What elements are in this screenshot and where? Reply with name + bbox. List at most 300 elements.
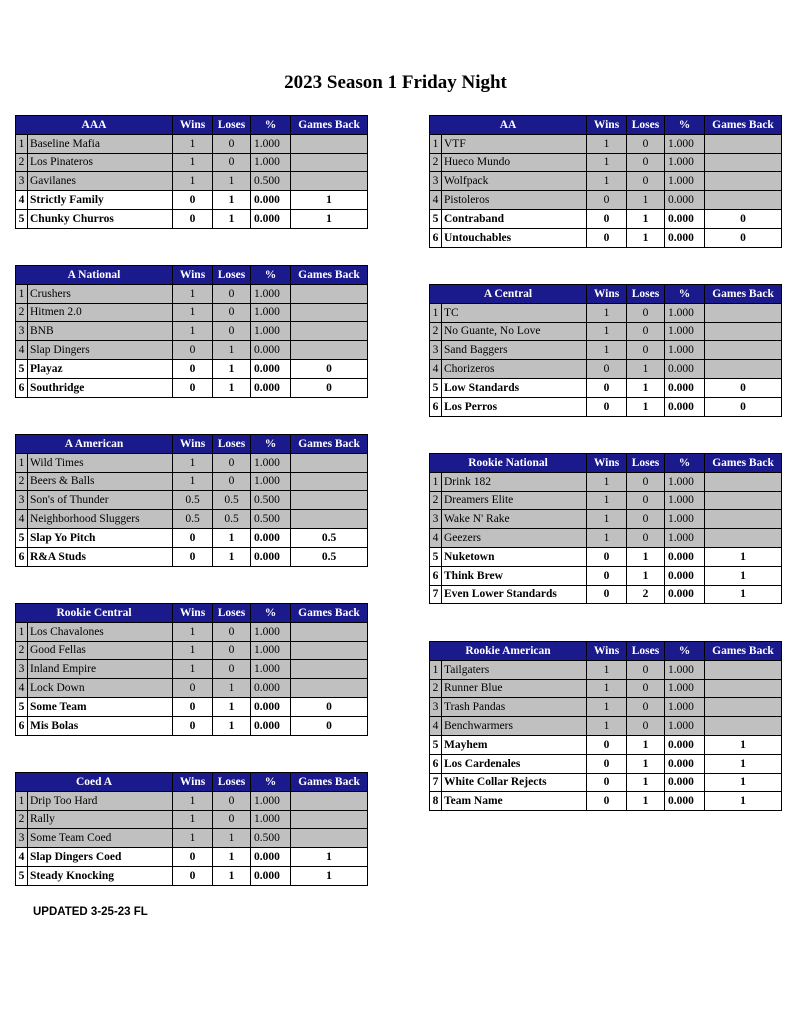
rank-cell: 3 bbox=[430, 341, 442, 360]
games-back-cell bbox=[291, 284, 368, 303]
table-row bbox=[16, 134, 368, 153]
loses-cell: 0 bbox=[627, 322, 665, 341]
wins-cell: 1 bbox=[173, 622, 213, 641]
team-name: Los Perros bbox=[442, 397, 587, 416]
team-name: Gavilanes bbox=[28, 172, 173, 191]
standings-table-aa bbox=[429, 115, 782, 248]
table-row bbox=[430, 134, 782, 153]
pct-header: % bbox=[665, 285, 705, 304]
rank-cell: 1 bbox=[430, 134, 442, 153]
pct-header: % bbox=[251, 604, 291, 623]
team-name: VTF bbox=[442, 134, 587, 153]
wins-cell: 1 bbox=[173, 660, 213, 679]
rank-cell: 4 bbox=[430, 360, 442, 379]
wins-cell: 0 bbox=[173, 716, 213, 735]
rank-cell: 5 bbox=[16, 697, 28, 716]
wins-header: Wins bbox=[173, 116, 213, 135]
team-name: Mis Bolas bbox=[28, 716, 173, 735]
wins-cell: 1 bbox=[173, 810, 213, 829]
games-back-cell bbox=[291, 134, 368, 153]
table-row bbox=[16, 547, 368, 566]
pct-cell: 0.000 bbox=[251, 547, 291, 566]
loses-cell: 0 bbox=[627, 491, 665, 510]
table-row bbox=[430, 303, 782, 322]
team-name: No Guante, No Love bbox=[442, 322, 587, 341]
games-back-cell: 1 bbox=[705, 773, 782, 792]
games-back-cell bbox=[291, 510, 368, 529]
pct-cell: 0.000 bbox=[251, 341, 291, 360]
team-name: Some Team bbox=[28, 697, 173, 716]
rank-cell: 6 bbox=[16, 378, 28, 397]
games-back-cell bbox=[291, 491, 368, 510]
table-row bbox=[16, 791, 368, 810]
rank-cell: 4 bbox=[16, 191, 28, 210]
rank-cell: 2 bbox=[430, 322, 442, 341]
loses-cell: 0 bbox=[627, 153, 665, 172]
table-header-row bbox=[16, 435, 368, 454]
rank-cell: 3 bbox=[16, 829, 28, 848]
team-name: Tailgaters bbox=[442, 660, 587, 679]
table-row bbox=[430, 228, 782, 247]
pct-cell: 1.000 bbox=[665, 172, 705, 191]
pct-cell: 1.000 bbox=[251, 303, 291, 322]
table-row bbox=[16, 848, 368, 867]
games-back-cell bbox=[291, 791, 368, 810]
division-name: Coed A bbox=[16, 773, 173, 792]
rank-cell: 6 bbox=[430, 754, 442, 773]
pct-cell: 0.000 bbox=[251, 191, 291, 210]
wins-cell: 1 bbox=[587, 172, 627, 191]
rank-cell: 2 bbox=[16, 810, 28, 829]
loses-cell: 1 bbox=[627, 228, 665, 247]
pct-header: % bbox=[665, 642, 705, 661]
games-back-cell bbox=[705, 341, 782, 360]
wins-header: Wins bbox=[173, 604, 213, 623]
games-back-cell: 0 bbox=[291, 359, 368, 378]
table-row bbox=[16, 453, 368, 472]
wins-cell: 0.5 bbox=[173, 491, 213, 510]
rank-cell: 4 bbox=[16, 848, 28, 867]
loses-header: Loses bbox=[213, 435, 251, 454]
wins-cell: 0 bbox=[173, 697, 213, 716]
games-back-cell bbox=[705, 472, 782, 491]
table-row bbox=[16, 359, 368, 378]
team-name: Even Lower Standards bbox=[442, 585, 587, 604]
wins-cell: 1 bbox=[173, 134, 213, 153]
games-back-header: Games Back bbox=[291, 116, 368, 135]
loses-cell: 0 bbox=[627, 172, 665, 191]
wins-cell: 0 bbox=[587, 378, 627, 397]
table-row bbox=[430, 547, 782, 566]
loses-cell: 0 bbox=[213, 810, 251, 829]
team-name: Wolfpack bbox=[442, 172, 587, 191]
pct-cell: 1.000 bbox=[251, 453, 291, 472]
rank-cell: 5 bbox=[16, 528, 28, 547]
games-back-cell bbox=[705, 360, 782, 379]
pct-cell: 1.000 bbox=[251, 134, 291, 153]
rank-cell: 1 bbox=[16, 284, 28, 303]
pct-header: % bbox=[251, 773, 291, 792]
team-name: Untouchables bbox=[442, 228, 587, 247]
table-row bbox=[430, 472, 782, 491]
wins-cell: 1 bbox=[587, 510, 627, 529]
wins-cell: 0 bbox=[587, 360, 627, 379]
table-row bbox=[16, 660, 368, 679]
games-back-cell bbox=[291, 622, 368, 641]
wins-cell: 0 bbox=[587, 547, 627, 566]
rank-cell: 4 bbox=[16, 510, 28, 529]
pct-cell: 0.000 bbox=[665, 547, 705, 566]
rank-cell: 6 bbox=[430, 228, 442, 247]
games-back-cell bbox=[705, 491, 782, 510]
wins-cell: 0 bbox=[173, 547, 213, 566]
team-name: Steady Knocking bbox=[28, 866, 173, 885]
loses-cell: 1 bbox=[213, 528, 251, 547]
pct-cell: 1.000 bbox=[665, 341, 705, 360]
pct-header: % bbox=[251, 435, 291, 454]
wins-cell: 0 bbox=[587, 585, 627, 604]
rank-cell: 5 bbox=[430, 547, 442, 566]
pct-cell: 0.000 bbox=[251, 848, 291, 867]
games-back-cell bbox=[291, 641, 368, 660]
games-back-cell: 0 bbox=[705, 228, 782, 247]
pct-cell: 0.000 bbox=[665, 773, 705, 792]
loses-cell: 0 bbox=[213, 303, 251, 322]
wins-cell: 0.5 bbox=[173, 510, 213, 529]
table-row bbox=[430, 491, 782, 510]
games-back-header: Games Back bbox=[705, 642, 782, 661]
wins-cell: 0 bbox=[587, 209, 627, 228]
standings-table-a-central bbox=[429, 284, 782, 417]
table-row bbox=[16, 341, 368, 360]
table-row bbox=[430, 754, 782, 773]
games-back-cell bbox=[291, 172, 368, 191]
team-name: TC bbox=[442, 303, 587, 322]
table-header-row bbox=[430, 454, 782, 473]
rank-cell: 5 bbox=[16, 209, 28, 228]
loses-cell: 0.5 bbox=[213, 510, 251, 529]
games-back-cell bbox=[705, 172, 782, 191]
rank-cell: 3 bbox=[16, 660, 28, 679]
team-name: Good Fellas bbox=[28, 641, 173, 660]
team-name: Neighborhood Sluggers bbox=[28, 510, 173, 529]
loses-cell: 0 bbox=[627, 529, 665, 548]
pct-cell: 0.500 bbox=[251, 172, 291, 191]
wins-cell: 1 bbox=[587, 717, 627, 736]
wins-cell: 1 bbox=[173, 322, 213, 341]
pct-cell: 0.000 bbox=[665, 585, 705, 604]
wins-cell: 1 bbox=[173, 453, 213, 472]
table-row bbox=[430, 322, 782, 341]
pct-cell: 1.000 bbox=[251, 810, 291, 829]
division-name: AA bbox=[430, 116, 587, 135]
table-row bbox=[430, 735, 782, 754]
pct-cell: 1.000 bbox=[665, 153, 705, 172]
team-name: Son's of Thunder bbox=[28, 491, 173, 510]
rank-cell: 6 bbox=[16, 716, 28, 735]
games-back-cell: 0 bbox=[705, 397, 782, 416]
loses-cell: 0 bbox=[213, 472, 251, 491]
games-back-cell bbox=[291, 453, 368, 472]
team-name: Slap Dingers bbox=[28, 341, 173, 360]
loses-cell: 1 bbox=[213, 848, 251, 867]
pct-cell: 1.000 bbox=[665, 717, 705, 736]
games-back-cell bbox=[705, 134, 782, 153]
loses-header: Loses bbox=[627, 454, 665, 473]
wins-header: Wins bbox=[173, 435, 213, 454]
games-back-header: Games Back bbox=[291, 773, 368, 792]
footer-note: UPDATED 3-25-23 FL bbox=[33, 906, 148, 918]
team-name: Team Name bbox=[442, 792, 587, 811]
rank-cell: 3 bbox=[16, 172, 28, 191]
pct-cell: 0.000 bbox=[251, 716, 291, 735]
loses-cell: 0 bbox=[627, 510, 665, 529]
loses-cell: 1 bbox=[627, 754, 665, 773]
page-title: 2023 Season 1 Friday Night bbox=[284, 72, 507, 93]
team-name: Playaz bbox=[28, 359, 173, 378]
pct-cell: 1.000 bbox=[665, 698, 705, 717]
wins-cell: 0 bbox=[173, 866, 213, 885]
rank-cell: 5 bbox=[430, 209, 442, 228]
team-name: Beers & Balls bbox=[28, 472, 173, 491]
table-header-row bbox=[430, 116, 782, 135]
wins-cell: 1 bbox=[587, 341, 627, 360]
loses-cell: 0 bbox=[213, 453, 251, 472]
division-name: AAA bbox=[16, 116, 173, 135]
table-row bbox=[16, 641, 368, 660]
rank-cell: 1 bbox=[430, 303, 442, 322]
pct-cell: 0.000 bbox=[665, 735, 705, 754]
pct-cell: 0.000 bbox=[665, 228, 705, 247]
pct-cell: 0.000 bbox=[251, 679, 291, 698]
table-row bbox=[430, 679, 782, 698]
games-back-cell bbox=[291, 322, 368, 341]
games-back-cell bbox=[291, 810, 368, 829]
table-row bbox=[430, 510, 782, 529]
loses-cell: 1 bbox=[213, 359, 251, 378]
team-name: R&A Studs bbox=[28, 547, 173, 566]
pct-cell: 0.000 bbox=[251, 209, 291, 228]
games-back-cell: 0.5 bbox=[291, 547, 368, 566]
loses-header: Loses bbox=[627, 642, 665, 661]
loses-cell: 0.5 bbox=[213, 491, 251, 510]
table-row bbox=[16, 322, 368, 341]
pct-cell: 0.000 bbox=[665, 566, 705, 585]
pct-cell: 0.000 bbox=[665, 792, 705, 811]
loses-cell: 1 bbox=[627, 735, 665, 754]
games-back-cell bbox=[291, 660, 368, 679]
wins-cell: 0 bbox=[587, 754, 627, 773]
table-row bbox=[16, 191, 368, 210]
loses-cell: 0 bbox=[213, 153, 251, 172]
games-back-cell: 1 bbox=[705, 547, 782, 566]
games-back-header: Games Back bbox=[291, 266, 368, 285]
loses-cell: 1 bbox=[627, 773, 665, 792]
team-name: Chorizeros bbox=[442, 360, 587, 379]
division-name: Rookie National bbox=[430, 454, 587, 473]
loses-header: Loses bbox=[213, 116, 251, 135]
table-header-row bbox=[430, 642, 782, 661]
wins-cell: 1 bbox=[587, 322, 627, 341]
games-back-cell bbox=[705, 660, 782, 679]
games-back-header: Games Back bbox=[291, 604, 368, 623]
games-back-cell bbox=[705, 529, 782, 548]
loses-cell: 0 bbox=[627, 303, 665, 322]
team-name: Benchwarmers bbox=[442, 717, 587, 736]
pct-cell: 0.000 bbox=[665, 209, 705, 228]
table-row bbox=[430, 191, 782, 210]
table-row bbox=[430, 172, 782, 191]
games-back-cell bbox=[291, 153, 368, 172]
standings-table-rookie-central bbox=[15, 603, 368, 736]
games-back-cell bbox=[705, 717, 782, 736]
loses-cell: 1 bbox=[213, 547, 251, 566]
pct-cell: 1.000 bbox=[251, 284, 291, 303]
wins-cell: 0 bbox=[587, 397, 627, 416]
division-name: Rookie Central bbox=[16, 604, 173, 623]
pct-cell: 0.000 bbox=[665, 397, 705, 416]
rank-cell: 5 bbox=[430, 378, 442, 397]
wins-cell: 1 bbox=[587, 472, 627, 491]
rank-cell: 4 bbox=[16, 341, 28, 360]
wins-cell: 0 bbox=[173, 209, 213, 228]
table-row bbox=[16, 510, 368, 529]
loses-cell: 1 bbox=[213, 716, 251, 735]
pct-cell: 1.000 bbox=[251, 153, 291, 172]
wins-cell: 1 bbox=[173, 641, 213, 660]
loses-cell: 1 bbox=[627, 566, 665, 585]
loses-cell: 1 bbox=[213, 341, 251, 360]
games-back-cell bbox=[291, 829, 368, 848]
games-back-cell bbox=[705, 153, 782, 172]
team-name: Runner Blue bbox=[442, 679, 587, 698]
team-name: Chunky Churros bbox=[28, 209, 173, 228]
rank-cell: 4 bbox=[430, 529, 442, 548]
table-row bbox=[430, 698, 782, 717]
team-name: Think Brew bbox=[442, 566, 587, 585]
standings-table-aaa bbox=[15, 115, 368, 229]
loses-cell: 2 bbox=[627, 585, 665, 604]
team-name: Lock Down bbox=[28, 679, 173, 698]
loses-header: Loses bbox=[213, 773, 251, 792]
wins-cell: 0 bbox=[173, 359, 213, 378]
rank-cell: 3 bbox=[430, 698, 442, 717]
team-name: Los Pinateros bbox=[28, 153, 173, 172]
table-row bbox=[16, 153, 368, 172]
wins-cell: 1 bbox=[173, 829, 213, 848]
games-back-cell bbox=[705, 510, 782, 529]
wins-cell: 0 bbox=[173, 341, 213, 360]
loses-cell: 0 bbox=[213, 791, 251, 810]
loses-cell: 0 bbox=[213, 641, 251, 660]
team-name: Low Standards bbox=[442, 378, 587, 397]
rank-cell: 1 bbox=[16, 453, 28, 472]
games-back-cell bbox=[705, 698, 782, 717]
rank-cell: 5 bbox=[16, 866, 28, 885]
table-row bbox=[430, 378, 782, 397]
rank-cell: 2 bbox=[430, 679, 442, 698]
team-name: Mayhem bbox=[442, 735, 587, 754]
pct-cell: 1.000 bbox=[665, 510, 705, 529]
loses-cell: 1 bbox=[213, 191, 251, 210]
table-row bbox=[430, 585, 782, 604]
table-row bbox=[430, 360, 782, 379]
team-name: Some Team Coed bbox=[28, 829, 173, 848]
rank-cell: 2 bbox=[16, 641, 28, 660]
games-back-cell: 0 bbox=[291, 697, 368, 716]
table-row bbox=[16, 303, 368, 322]
pct-cell: 1.000 bbox=[665, 679, 705, 698]
games-back-cell: 1 bbox=[705, 566, 782, 585]
wins-cell: 1 bbox=[173, 791, 213, 810]
table-row bbox=[16, 491, 368, 510]
team-name: Pistoleros bbox=[442, 191, 587, 210]
pct-cell: 0.000 bbox=[251, 866, 291, 885]
team-name: Rally bbox=[28, 810, 173, 829]
rank-cell: 2 bbox=[430, 491, 442, 510]
team-name: Los Chavalones bbox=[28, 622, 173, 641]
loses-cell: 1 bbox=[627, 209, 665, 228]
rank-cell: 1 bbox=[16, 622, 28, 641]
pct-header: % bbox=[665, 454, 705, 473]
pct-cell: 0.000 bbox=[251, 378, 291, 397]
team-name: Strictly Family bbox=[28, 191, 173, 210]
team-name: Slap Dingers Coed bbox=[28, 848, 173, 867]
rank-cell: 1 bbox=[430, 472, 442, 491]
table-header-row bbox=[16, 773, 368, 792]
team-name: Contraband bbox=[442, 209, 587, 228]
loses-cell: 1 bbox=[627, 191, 665, 210]
loses-cell: 0 bbox=[627, 472, 665, 491]
loses-cell: 0 bbox=[627, 660, 665, 679]
games-back-cell: 0 bbox=[705, 209, 782, 228]
wins-cell: 0 bbox=[587, 191, 627, 210]
games-back-cell: 0 bbox=[291, 378, 368, 397]
rank-cell: 5 bbox=[16, 359, 28, 378]
rank-cell: 6 bbox=[430, 566, 442, 585]
games-back-cell bbox=[291, 472, 368, 491]
loses-cell: 1 bbox=[627, 360, 665, 379]
division-name: A National bbox=[16, 266, 173, 285]
table-row bbox=[16, 866, 368, 885]
pct-cell: 0.500 bbox=[251, 510, 291, 529]
pct-cell: 1.000 bbox=[251, 791, 291, 810]
pct-cell: 0.000 bbox=[251, 697, 291, 716]
games-back-cell: 0 bbox=[291, 716, 368, 735]
loses-cell: 0 bbox=[213, 622, 251, 641]
games-back-cell: 1 bbox=[705, 792, 782, 811]
team-name: Nuketown bbox=[442, 547, 587, 566]
table-row bbox=[430, 153, 782, 172]
rank-cell: 4 bbox=[430, 191, 442, 210]
rank-cell: 7 bbox=[430, 585, 442, 604]
team-name: Geezers bbox=[442, 529, 587, 548]
division-name: Rookie American bbox=[430, 642, 587, 661]
wins-cell: 1 bbox=[587, 698, 627, 717]
wins-cell: 0 bbox=[173, 191, 213, 210]
rank-cell: 1 bbox=[16, 134, 28, 153]
standings-table-rookie-national bbox=[429, 453, 782, 604]
loses-cell: 0 bbox=[213, 322, 251, 341]
games-back-cell bbox=[705, 679, 782, 698]
table-row bbox=[16, 284, 368, 303]
loses-cell: 0 bbox=[627, 134, 665, 153]
table-row bbox=[430, 397, 782, 416]
pct-cell: 0.000 bbox=[251, 359, 291, 378]
standings-table-a-american bbox=[15, 434, 368, 567]
rank-cell: 2 bbox=[16, 472, 28, 491]
table-row bbox=[16, 697, 368, 716]
